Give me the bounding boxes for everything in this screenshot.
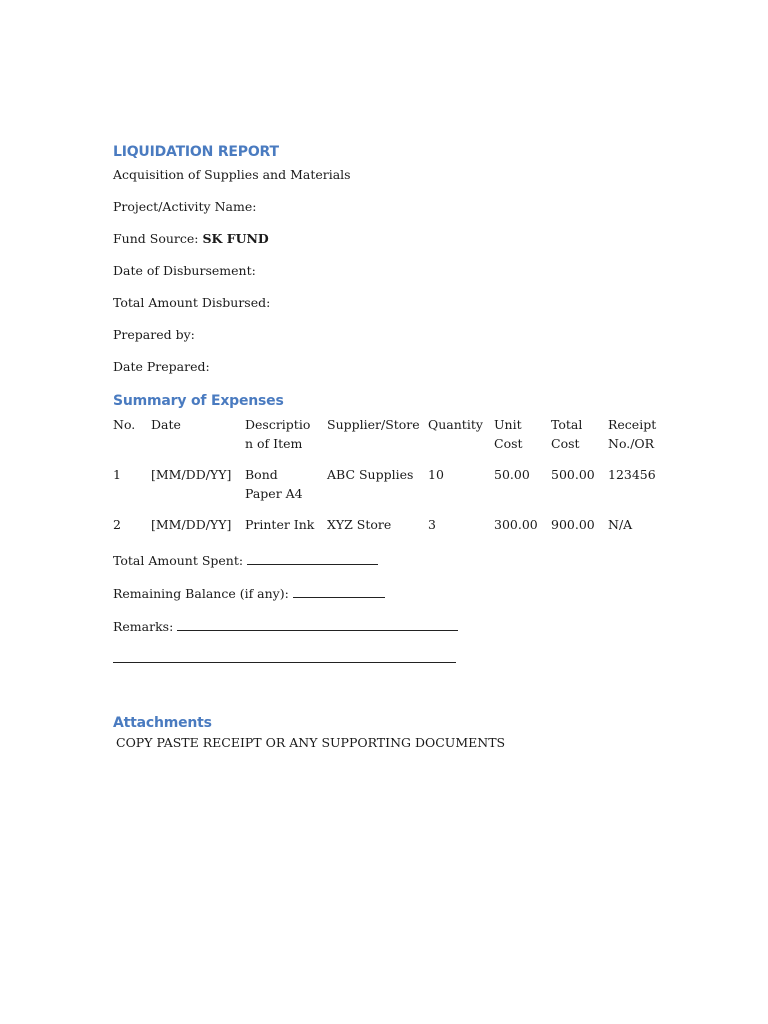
fund-source-field: [113, 231, 673, 247]
header-supplier: Supplier/Store: [327, 417, 420, 432]
table-row: [113, 465, 668, 515]
total-disbursed-field: Total Amount Disbursed:: [113, 295, 271, 310]
date-disbursement-field: Date of Disbursement:: [113, 263, 256, 278]
fund-source-label: Fund Source:: [113, 231, 203, 246]
report-subtitle: Acquisition of Supplies and Materials: [113, 167, 351, 182]
cell-unit-cost: 300.00: [494, 517, 538, 532]
remarks-continuation-line: [113, 651, 673, 667]
summary-heading: Summary of Expenses: [113, 393, 284, 409]
header-total-cost: Total Cost: [551, 417, 583, 451]
remarks-blank[interactable]: [177, 618, 458, 631]
remaining-balance-label: Remaining Balance (if any):: [113, 586, 293, 601]
remarks-label: Remarks:: [113, 619, 178, 634]
cell-quantity: 10: [428, 467, 444, 482]
cell-receipt: N/A: [608, 517, 633, 532]
total-spent-label: Total Amount Spent:: [113, 553, 248, 568]
totals-section: [113, 552, 673, 667]
fund-source-value: SK FUND: [202, 231, 269, 246]
header-no: No.: [113, 417, 136, 432]
remaining-balance-line: [113, 585, 673, 602]
cell-supplier: ABC Supplies: [327, 467, 414, 482]
header-quantity: Quantity: [428, 417, 483, 432]
date-prepared-field: Date Prepared:: [113, 359, 210, 374]
cell-date: [MM/DD/YY]: [151, 467, 232, 482]
document-page: [113, 142, 673, 764]
cell-no: 2: [113, 517, 121, 532]
cell-date: [MM/DD/YY]: [151, 517, 232, 532]
cell-receipt: 123456: [608, 467, 656, 482]
total-spent-blank[interactable]: [247, 552, 378, 565]
remarks-continuation-blank[interactable]: [113, 650, 456, 663]
cell-supplier: XYZ Store: [327, 517, 392, 532]
cell-unit-cost: 50.00: [494, 467, 530, 482]
cell-description: Printer Ink: [245, 517, 315, 532]
table-header-row: [113, 415, 668, 465]
cell-description: Bond Paper A4: [245, 467, 303, 501]
report-title: LIQUIDATION REPORT: [113, 144, 279, 160]
header-description: Descriptio n of Item: [245, 417, 311, 451]
header-unit-cost: Unit Cost: [494, 417, 523, 451]
remaining-balance-blank[interactable]: [293, 585, 385, 598]
cell-no: 1: [113, 467, 121, 482]
project-name-field: Project/Activity Name:: [113, 199, 257, 214]
cell-total-cost: 500.00: [551, 467, 595, 482]
header-date: Date: [151, 417, 181, 432]
cell-total-cost: 900.00: [551, 517, 595, 532]
header-receipt: Receipt No./OR: [608, 417, 657, 451]
total-spent-line: [113, 552, 673, 569]
expenses-table: [113, 415, 668, 546]
remarks-line: [113, 618, 673, 635]
table-row: [113, 515, 668, 546]
prepared-by-field: Prepared by:: [113, 327, 195, 342]
cell-quantity: 3: [428, 517, 436, 532]
attachments-heading: Attachments: [113, 715, 212, 731]
attachments-note: COPY PASTE RECEIPT OR ANY SUPPORTING DOCUMENTS: [116, 735, 506, 750]
